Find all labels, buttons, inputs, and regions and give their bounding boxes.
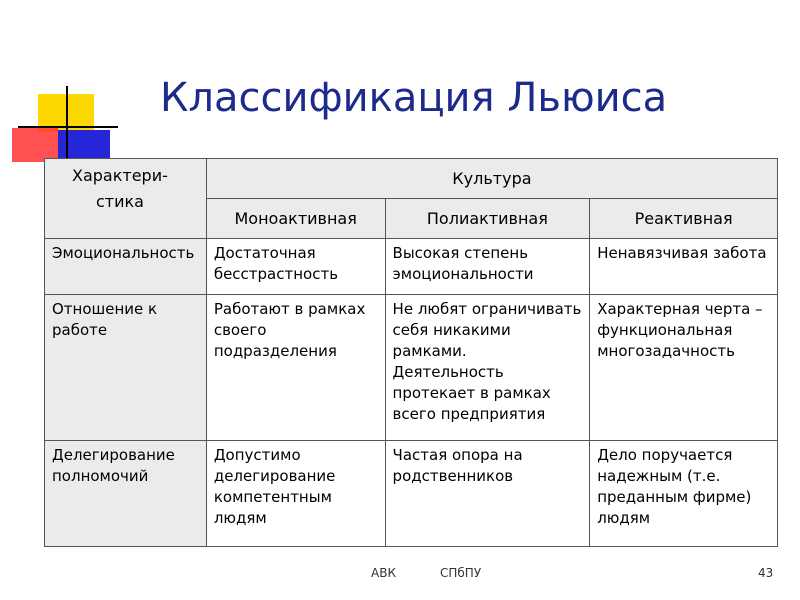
column-header-reactive: Реактивная — [590, 199, 778, 239]
decorative-squares — [0, 0, 120, 180]
classification-table — [44, 158, 778, 547]
table-cell: Дело поручается надежным (т.е. преданным фирме) людям — [590, 441, 778, 547]
decorative-horizontal-line — [18, 126, 118, 128]
table-cell: Ненавязчивая забота — [590, 239, 778, 295]
table-cell: Частая опора на родственников — [385, 441, 590, 547]
row-header-work-attitude: Отношение к работе — [45, 295, 207, 441]
footer-author: АВК — [371, 566, 396, 580]
corner-header-cell — [45, 159, 207, 239]
table-row — [45, 441, 778, 547]
table-cell: Не любят ограничивать себя никакими рамками. Деятельность протекает в рамках всего предприятия — [385, 295, 590, 441]
corner-header-line1: Характери- — [72, 166, 168, 185]
column-header-polyactive: Полиактивная — [385, 199, 590, 239]
table-row — [45, 295, 778, 441]
slide-title: Классификация Льюиса — [160, 75, 668, 121]
page-number: 43 — [758, 566, 774, 580]
table-cell: Работают в рамках своего подразделения — [206, 295, 385, 441]
footer-organization: СПбПУ — [440, 566, 482, 580]
table-cell: Высокая степень эмоциональности — [385, 239, 590, 295]
row-header-emotionality: Эмоциональность — [45, 239, 207, 295]
corner-header-line2: стика — [96, 192, 144, 211]
row-header-delegation: Делегирование полномочий — [45, 441, 207, 547]
table-cell: Достаточная бесстрастность — [206, 239, 385, 295]
table-cell: Допустимо делегирование компетентным людям — [206, 441, 385, 547]
red-square — [12, 128, 58, 162]
column-header-monoactive: Моноактивная — [206, 199, 385, 239]
table-cell: Характерная черта – функциональная многозадачность — [590, 295, 778, 441]
table-row — [45, 239, 778, 295]
culture-group-header: Культура — [206, 159, 777, 199]
